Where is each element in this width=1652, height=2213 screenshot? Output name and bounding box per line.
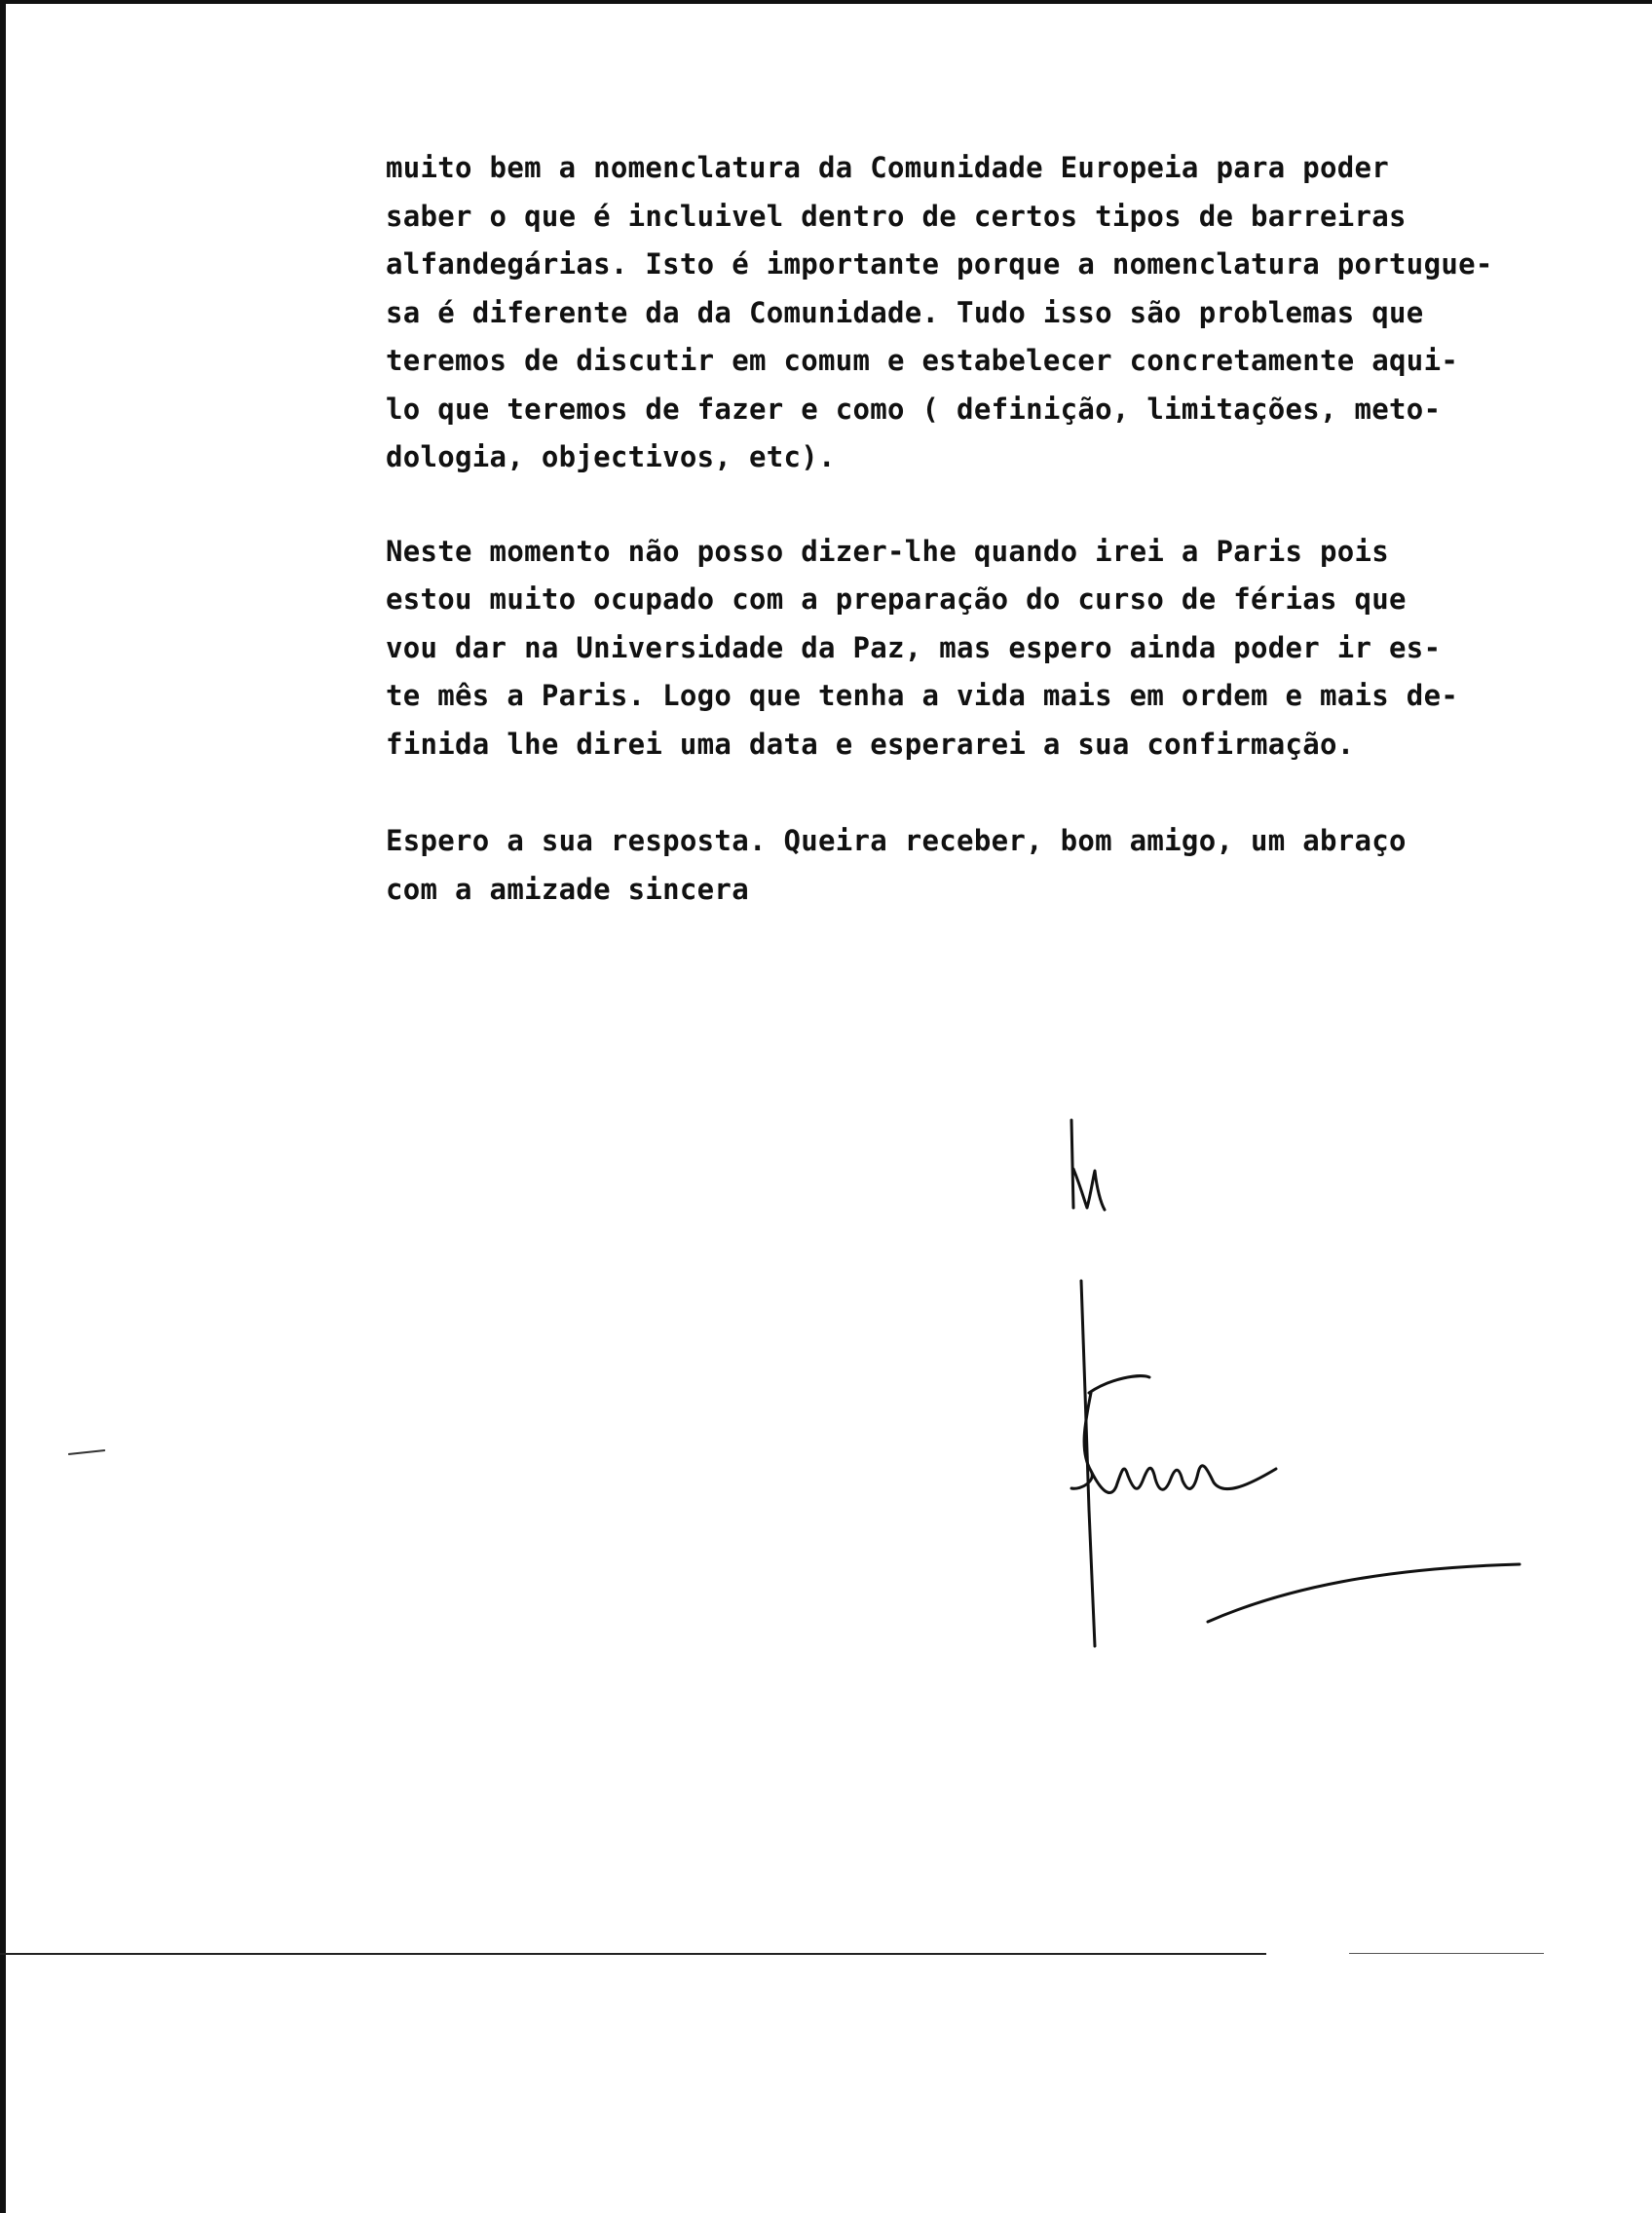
signature-body-stroke bbox=[1071, 1376, 1276, 1493]
paragraph-spacer bbox=[386, 482, 1594, 528]
page-border-left bbox=[0, 0, 6, 2213]
handwritten-signature bbox=[1052, 1101, 1539, 1666]
paragraph-spacer bbox=[386, 769, 1594, 817]
text-line: finida lhe direi uma data e esperarei a sua confirmação. bbox=[386, 727, 1355, 761]
text-line: dologia, objectivos, etc). bbox=[386, 440, 836, 473]
paragraph-2 bbox=[386, 528, 1594, 769]
text-line: alfandegárias. Isto é importante porque a nomenclatura portugue- bbox=[386, 247, 1493, 281]
text-line: Espero a sua resposta. Queira receber, bom amigo, um abraço bbox=[386, 824, 1407, 857]
text-line: vou dar na Universidade da Paz, mas espero ainda poder ir es- bbox=[386, 630, 1442, 664]
paragraph-3 bbox=[386, 817, 1594, 914]
text-line: saber o que é incluivel dentro de certos tipos de barreiras bbox=[386, 199, 1407, 233]
text-line: Neste momento não posso dizer-lhe quando irei a Paris pois bbox=[386, 534, 1390, 568]
signature-underline-stroke bbox=[1208, 1564, 1520, 1622]
text-line: te mês a Paris. Logo que tenha a vida mais em ordem e mais de- bbox=[386, 679, 1459, 712]
text-line: com a amizade sincera bbox=[386, 872, 749, 906]
text-line: estou muito ocupado com a preparação do curso de férias que bbox=[386, 582, 1407, 616]
footer-rule-left bbox=[0, 1953, 1266, 1955]
paragraph-1 bbox=[386, 144, 1594, 482]
text-line: sa é diferente da da Comunidade. Tudo isso são problemas que bbox=[386, 295, 1424, 329]
footer-rule-right bbox=[1349, 1953, 1544, 1954]
letter-body bbox=[386, 144, 1594, 914]
text-line: lo que teremos de fazer e como ( definição, limitações, meto- bbox=[386, 392, 1442, 426]
text-line: muito bem a nomenclatura da Comunidade Europeia para poder bbox=[386, 151, 1390, 184]
page-border-top bbox=[0, 0, 1652, 4]
signature-initial-stroke bbox=[1071, 1120, 1105, 1210]
text-line: teremos de discutir em comum e estabelecer concretamente aqui- bbox=[386, 344, 1459, 377]
stray-mark bbox=[68, 1449, 105, 1455]
